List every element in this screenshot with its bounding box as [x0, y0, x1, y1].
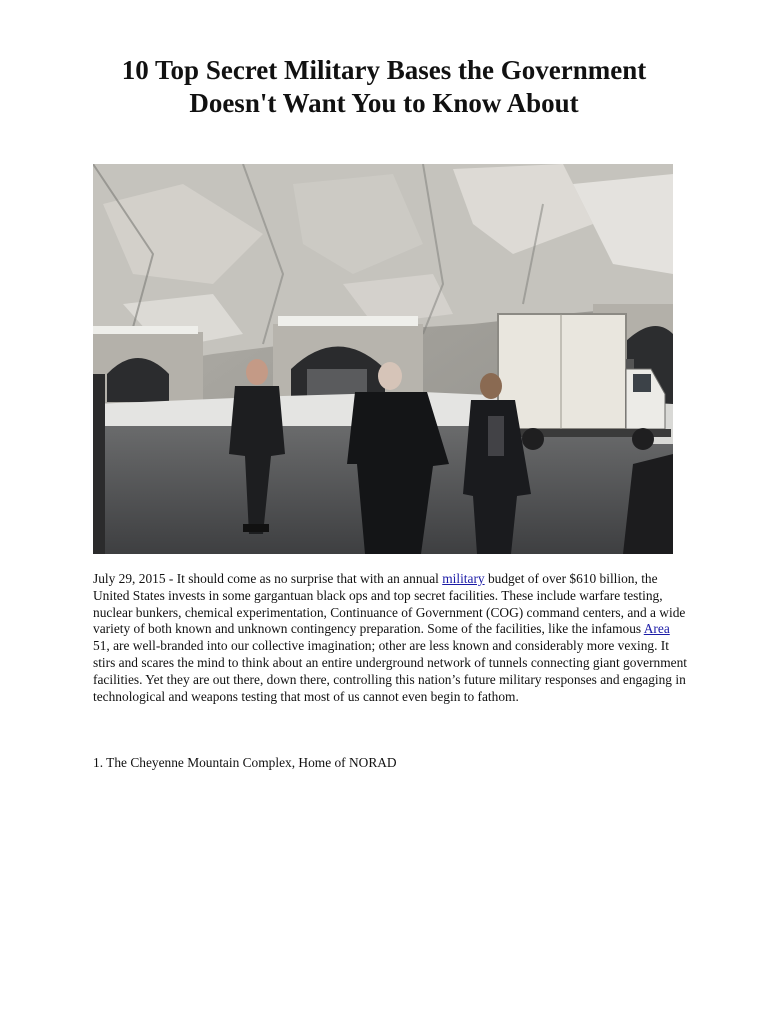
article-photo — [93, 164, 673, 554]
intro-text-part-1: July 29, 2015 - It should come as no surprise that with an annual — [93, 571, 443, 586]
section-heading-1: 1. The Cheyenne Mountain Complex, Home of NORAD — [93, 755, 397, 770]
article-intro-paragraph — [93, 571, 689, 705]
intro-text-part-3: 51, are well-branded into our collective imagination; other are less known and considerably more vexing. It stirs and scares the mind to think about an entire underground network of tunnels connecting giant government facilities. Yet they are out there, down there, controlling this nation’s future military responses and engaging in technological and weapons testing that most of us cannot even begin to fathom. — [93, 638, 688, 704]
military-link[interactable]: military — [442, 571, 485, 586]
area-link[interactable]: Area — [643, 621, 670, 637]
intro-text-part-2: budget of over $610 billion, the United States invests in some gargantuan black ops and top secret facilities. These include warfare testing, nuclear bunkers, chemical experimentation, Continuance of Government (COG) command centers, and a wide variety of both known and unknown contingency preparation. Some of the facilities, like the infamous — [93, 571, 686, 637]
article-title: 10 Top Secret Military Bases the Government Doesn't Want You to Know About — [121, 55, 647, 118]
